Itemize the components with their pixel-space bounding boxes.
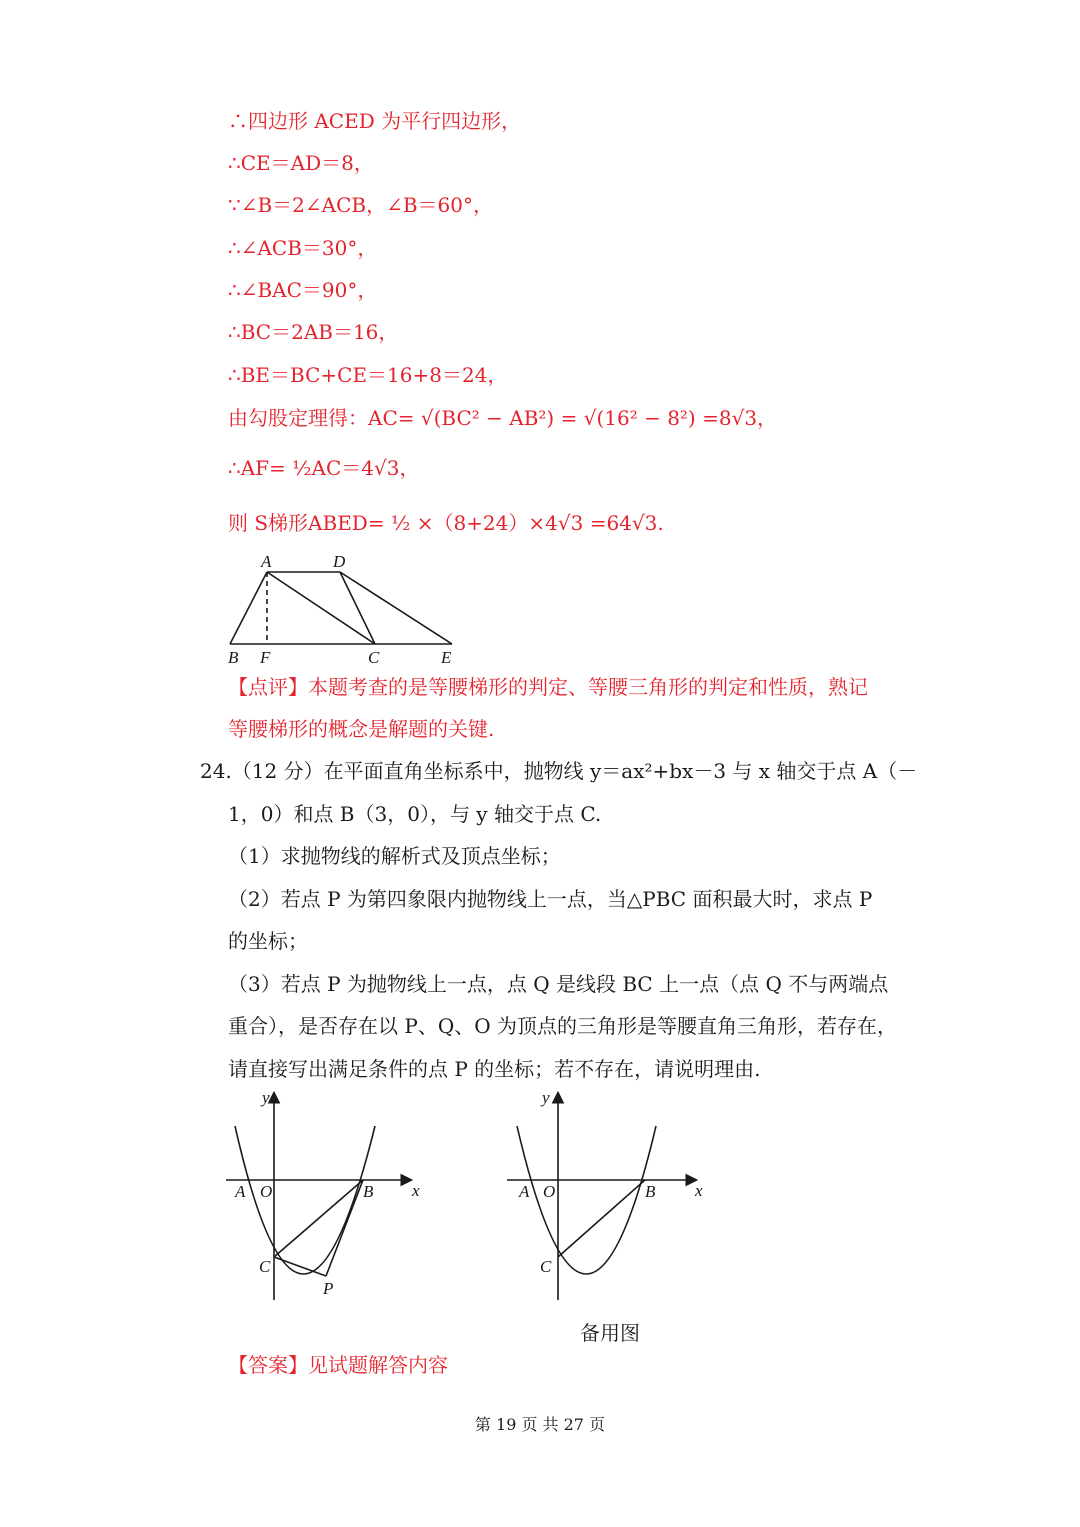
solution-line-5: ∴∠BAC＝90°， xyxy=(228,278,378,302)
label-O: O xyxy=(543,1182,556,1201)
label-y: y xyxy=(262,1088,270,1107)
label-C: C xyxy=(259,1257,271,1276)
page-footer: 第 19 页 共 27 页 xyxy=(474,1415,606,1434)
problem-q3-line-2: 重合），是否存在以 P、Q、O 为顶点的三角形是等腰直角三角形，若存在， xyxy=(228,1014,897,1038)
label-B: B xyxy=(645,1182,656,1201)
label-D: D xyxy=(333,552,346,571)
label-x: x xyxy=(412,1181,420,1200)
problem-q2-line-2: 的坐标； xyxy=(228,929,308,953)
solution-line-1: ∴四边形 ACED 为平行四边形， xyxy=(228,109,522,133)
label-x: x xyxy=(695,1181,703,1200)
solution-line-7: ∴BE＝BC+CE＝16+8＝24， xyxy=(228,363,508,387)
solution-line-4: ∴∠ACB＝30°， xyxy=(228,236,378,260)
label-E: E xyxy=(441,648,452,667)
solution-line-9: ∴AF= ½AC＝4√3， xyxy=(228,456,420,480)
label-y: y xyxy=(542,1088,550,1107)
solution-line-8: 由勾股定理得：AC= √(BC² − AB²) = √(16² − 8²) =8√3， xyxy=(228,406,778,430)
problem-q2-line-1: （2）若点 P 为第四象限内抛物线上一点，当△PBC 面积最大时，求点 P xyxy=(228,887,873,911)
label-A: A xyxy=(519,1182,530,1201)
label-C: C xyxy=(368,648,380,667)
parabola-graph-left xyxy=(222,1086,432,1306)
solution-line-6: ∴BC＝2AB＝16， xyxy=(228,320,399,344)
figure-caption: 备用图 xyxy=(580,1321,640,1345)
label-B: B xyxy=(363,1182,374,1201)
problem-line-2: 1，0）和点 B（3，0），与 y 轴交于点 C. xyxy=(228,802,602,826)
solution-line-10: 则 S梯形ABED= ½ ×（8+24）×4√3 =64√3. xyxy=(228,511,664,535)
parabola-graph-right xyxy=(503,1086,713,1306)
label-C: C xyxy=(540,1257,552,1276)
label-F: F xyxy=(260,648,271,667)
label-B: B xyxy=(228,648,239,667)
label-O: O xyxy=(260,1182,273,1201)
solution-line-2: ∴CE＝AD＝8， xyxy=(228,151,374,175)
label-P: P xyxy=(323,1279,334,1298)
problem-q3-line-3: 请直接写出满足条件的点 P 的坐标；若不存在，请说明理由. xyxy=(228,1057,761,1081)
problem-q1: （1）求抛物线的解析式及顶点坐标； xyxy=(228,844,561,868)
comment-line-1: 【点评】本题考查的是等腰梯形的判定、等腰三角形的判定和性质，熟记 xyxy=(228,675,868,699)
problem-q3-line-1: （3）若点 P 为抛物线上一点，点 Q 是线段 BC 上一点（点 Q 不与两端点 xyxy=(228,972,889,996)
trapezoid-figure xyxy=(222,548,462,670)
comment-line-2: 等腰梯形的概念是解题的关键. xyxy=(228,717,495,741)
solution-line-3: ∵∠B＝2∠ACB，∠B＝60°， xyxy=(228,193,494,217)
label-A: A xyxy=(235,1182,246,1201)
problem-line-1: 24.（12 分）在平面直角坐标系中，抛物线 y＝ax²+bx－3 与 x 轴交于点 A（－ xyxy=(200,759,918,783)
answer-line: 【答案】见试题解答内容 xyxy=(228,1353,448,1377)
label-A: A xyxy=(261,552,272,571)
